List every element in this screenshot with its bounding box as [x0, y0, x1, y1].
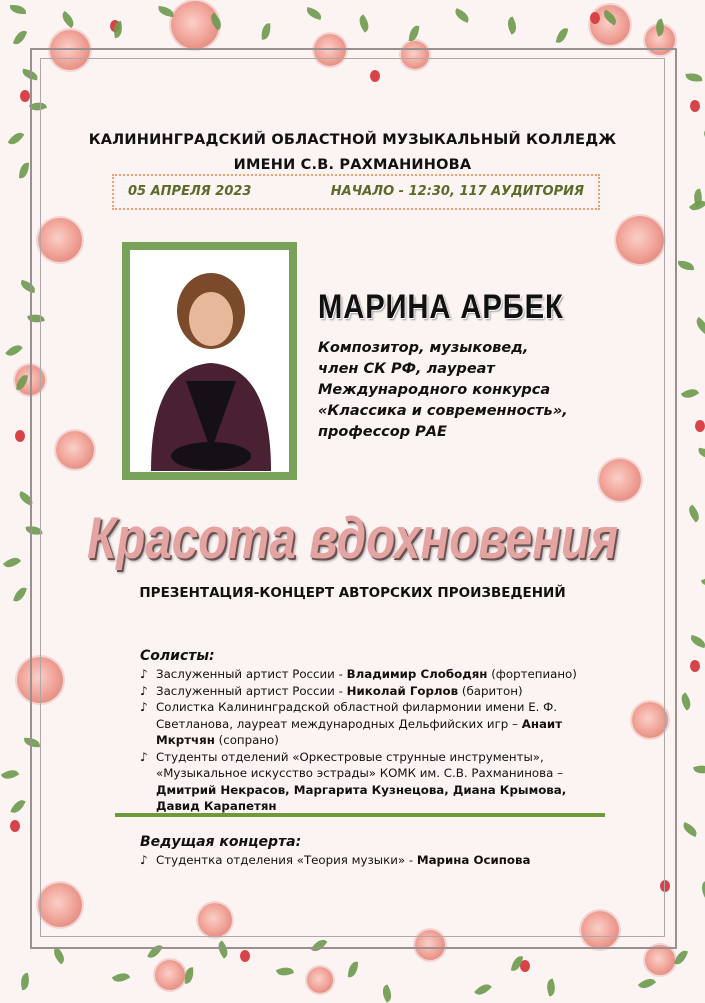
desc-line: член СК РФ, лауреат	[318, 361, 495, 377]
music-note-icon: ♪	[140, 683, 148, 698]
item-post: (фортепиано)	[487, 667, 577, 681]
leaf-decoration	[1, 767, 19, 783]
music-note-icon: ♪	[140, 667, 148, 681]
item-pre: Солистка Калининградской областной филармонии имени Е. Ф. Светланова, лауреат международных Дельфийских игр –	[156, 700, 558, 731]
bud-decoration	[690, 660, 700, 672]
leaf-decoration	[50, 947, 67, 965]
item-bold: Анаит Мкртчян	[156, 716, 563, 747]
leaf-decoration	[10, 797, 25, 815]
leaf-decoration	[10, 5, 26, 14]
leaf-decoration	[693, 317, 705, 334]
host-heading: Ведущая концерта:	[140, 834, 302, 850]
bud-decoration	[690, 100, 700, 112]
soloists-heading: Солисты:	[140, 648, 215, 664]
leaf-decoration	[674, 948, 688, 966]
bud-decoration	[20, 90, 30, 102]
leaf-decoration	[261, 23, 271, 39]
leaf-decoration	[276, 964, 294, 978]
leaf-decoration	[638, 975, 656, 992]
music-note-icon: ♪	[140, 700, 148, 714]
item-post: (сопрано)	[214, 733, 279, 747]
leaf-decoration	[348, 961, 358, 978]
leaf-decoration	[693, 763, 705, 776]
leaf-decoration	[556, 27, 569, 45]
item-bold: Николай Горлов	[346, 683, 459, 698]
desc-line: профессор РАЕ	[318, 424, 447, 440]
college-name	[0, 128, 705, 178]
leaf-decoration	[112, 970, 130, 986]
leaf-decoration	[3, 554, 21, 571]
artist-photo	[130, 250, 289, 472]
artist-description	[318, 338, 618, 443]
leaf-decoration	[157, 6, 174, 17]
desc-line: Композитор, музыковед,	[318, 340, 529, 356]
list-item	[140, 749, 600, 815]
leaf-decoration	[184, 967, 194, 983]
leaf-decoration	[544, 978, 558, 996]
leaf-decoration	[379, 984, 394, 1002]
artist-name: МАРИНА АРБЕК	[318, 288, 564, 326]
leaf-decoration	[19, 973, 31, 990]
leaf-decoration	[678, 261, 694, 270]
rose-decoration	[307, 967, 333, 993]
item-bold: Владимир Слободян	[346, 667, 488, 681]
list-item	[140, 683, 600, 700]
leaf-decoration	[504, 16, 519, 34]
soloists-list	[140, 666, 600, 815]
list-item	[140, 852, 600, 869]
item-pre: Заслуженный артист России -	[156, 683, 347, 698]
event-time-place: НАЧАЛО - 12:30, 117 АУДИТОРИЯ	[330, 184, 584, 199]
item-bold: Дмитрий Некрасов, Маргарита Кузнецова, Диана Крымова, Давид Карапетян	[156, 782, 567, 813]
concert-title: Красота вдохновения	[86, 506, 619, 571]
music-note-icon: ♪	[140, 853, 148, 867]
leaf-decoration	[59, 11, 77, 28]
item-pre: Студентка отделения «Теория музыки» -	[156, 853, 417, 867]
event-info-box	[112, 174, 600, 210]
item-pre: Заслуженный артист России -	[156, 667, 347, 681]
item-post: (баритон)	[458, 683, 523, 698]
college-line-2: ИМЕНИ С.В. РАХМАНИНОВА	[233, 157, 472, 173]
concert-subtitle: ПРЕЗЕНТАЦИЯ-КОНЦЕРТ АВТОРСКИХ ПРОИЗВЕДЕНИЙ	[139, 585, 566, 601]
leaf-decoration	[453, 8, 471, 23]
leaf-decoration	[305, 7, 323, 20]
leaf-decoration	[685, 505, 702, 523]
leaf-decoration	[13, 28, 27, 46]
bud-decoration	[10, 820, 20, 832]
leaf-decoration	[689, 635, 705, 648]
leaf-decoration	[5, 342, 23, 360]
event-date: 05 АПРЕЛЯ 2023	[128, 184, 252, 199]
host-list	[140, 852, 600, 869]
college-line-1: КАЛИНИНГРАДСКИЙ ОБЛАСТНОЙ МУЗЫКАЛЬНЫЙ КОЛЛЕДЖ	[88, 132, 617, 148]
bud-decoration	[240, 950, 250, 962]
leaf-decoration	[409, 25, 420, 42]
leaf-decoration	[697, 448, 705, 459]
leaf-decoration	[699, 880, 705, 898]
music-note-icon: ♪	[140, 749, 148, 764]
rose-decoration	[171, 1, 219, 49]
artist-photo-frame	[122, 242, 297, 480]
desc-line: «Классика и современность»,	[318, 403, 568, 419]
leaf-decoration	[474, 981, 492, 999]
rose-decoration	[590, 5, 630, 45]
item-bold: Марина Осипова	[416, 853, 531, 867]
list-item	[140, 699, 600, 749]
rose-decoration	[155, 960, 185, 990]
leaf-decoration	[678, 692, 694, 710]
leaf-decoration	[681, 386, 699, 402]
leaf-decoration	[681, 822, 699, 837]
leaf-decoration	[686, 72, 703, 83]
rose-decoration	[645, 945, 675, 975]
bud-decoration	[695, 420, 705, 432]
divider	[115, 813, 605, 817]
list-item	[140, 666, 600, 683]
leaf-decoration	[356, 14, 372, 32]
item-pre: Студенты отделений «Оркестровые струнные инструменты», «Музыкальное искусство эстрады» КОМК им. С.В. Рахманинова –	[156, 749, 563, 780]
bud-decoration	[590, 12, 600, 24]
bud-decoration	[15, 430, 25, 442]
desc-line: Международного конкурса	[318, 382, 551, 398]
